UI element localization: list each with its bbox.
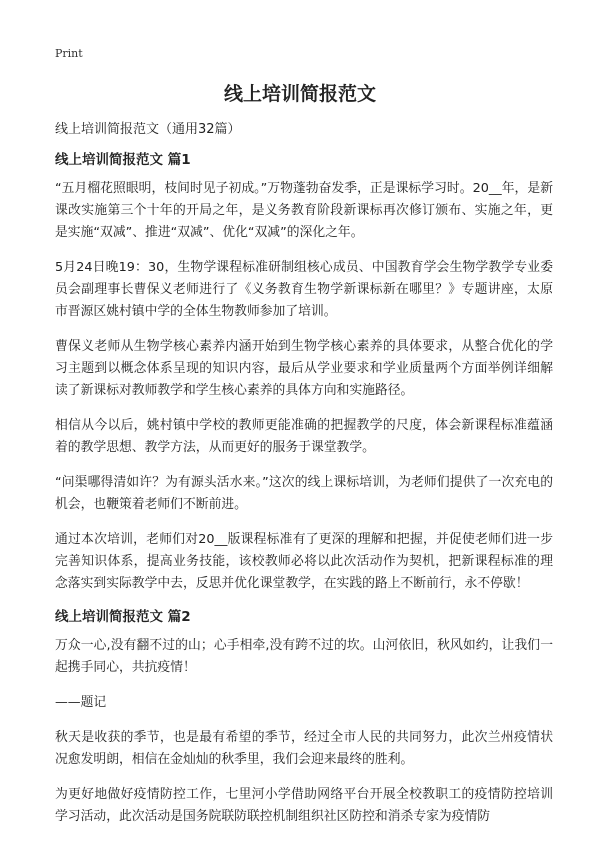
paragraph: 5月24日晚19：30，生物学课程标准研制组核心成员、中国教育学会生物学教学专业委员会副理事长曹保义老师进行了《义务教育生物学新课标新在哪里？》专题讲座，太原市晋源区姚村镇中学的全体生物教师参加了培训。	[55, 260, 553, 319]
section-1	[55, 151, 553, 595]
paragraph: “问渠哪得清如许？为有源头活水来。”这次的线上课标培训，为老师们提供了一次充电的机会，也鞭策着老师们不断前进。	[55, 475, 553, 512]
document-subtitle: 线上培训简报范文（通用32篇）	[55, 122, 241, 137]
section-heading: 线上培训简报范文 篇1	[55, 152, 191, 168]
paragraph: 为更好地做好疫情防控工作，七里河小学借助网络平台开展全校教职工的疫情防控培训学习活动，此次活动是国务院联防联控机制组织社区防控和消杀专家为疫情防	[55, 787, 553, 824]
paragraph: 相信从今以后，姚村镇中学校的教师更能准确的把握教学的尺度，体会新课程标准蕴涵着的教学思想、教学方法，从而更好的服务于课堂教学。	[55, 418, 553, 455]
print-link[interactable]: Print	[55, 47, 83, 60]
epigraph-attribution: ——题记	[55, 695, 107, 710]
section-2	[55, 608, 553, 828]
paragraph: “五月榴花照眼明，枝间时见子初成。”万物蓬勃奋发季，正是课标学习时。20__年，是新课改实施第三个十年的开局之年，是义务教育阶段新课标再次修订颁布、实施之年，更是实施“双减”、推进“双减”、优化“双减”的深化之年。	[55, 181, 553, 240]
document-body	[55, 121, 553, 841]
paragraph: 通过本次培训，老师们对20__版课程标准有了更深的理解和把握，并促使老师们进一步完善知识体系，提高业务技能，该校教师必将以此次活动作为契机，把新课程标准的理念落实到实际教学中去，反思并优化课堂教学，在实践的路上不断前行，永不停歇！	[55, 532, 553, 591]
section-heading: 线上培训简报范文 篇2	[55, 609, 191, 625]
paragraph: 万众一心,没有翻不过的山；心手相牵,没有跨不过的坎。山河依旧，秋风如约，让我们一起携手同心，共抗疫情！	[55, 638, 553, 675]
document-title: 线上培训简报范文	[223, 83, 376, 105]
paragraph: 曹保义老师从生物学核心素养内涵开始到生物学核心素养的具体要求，从整合优化的学习主题到以概念体系呈现的知识内容，最后从学业要求和学业质量两个方面举例详细解读了新课标对教师教学和学生核心素养的具体方向和实施路径。	[55, 339, 553, 398]
paragraph: 秋天是收获的季节，也是最有希望的季节，经过全市人民的共同努力，此次兰州疫情状况愈发明朗，相信在金灿灿的秋季里，我们会迎来最终的胜利。	[55, 730, 553, 767]
